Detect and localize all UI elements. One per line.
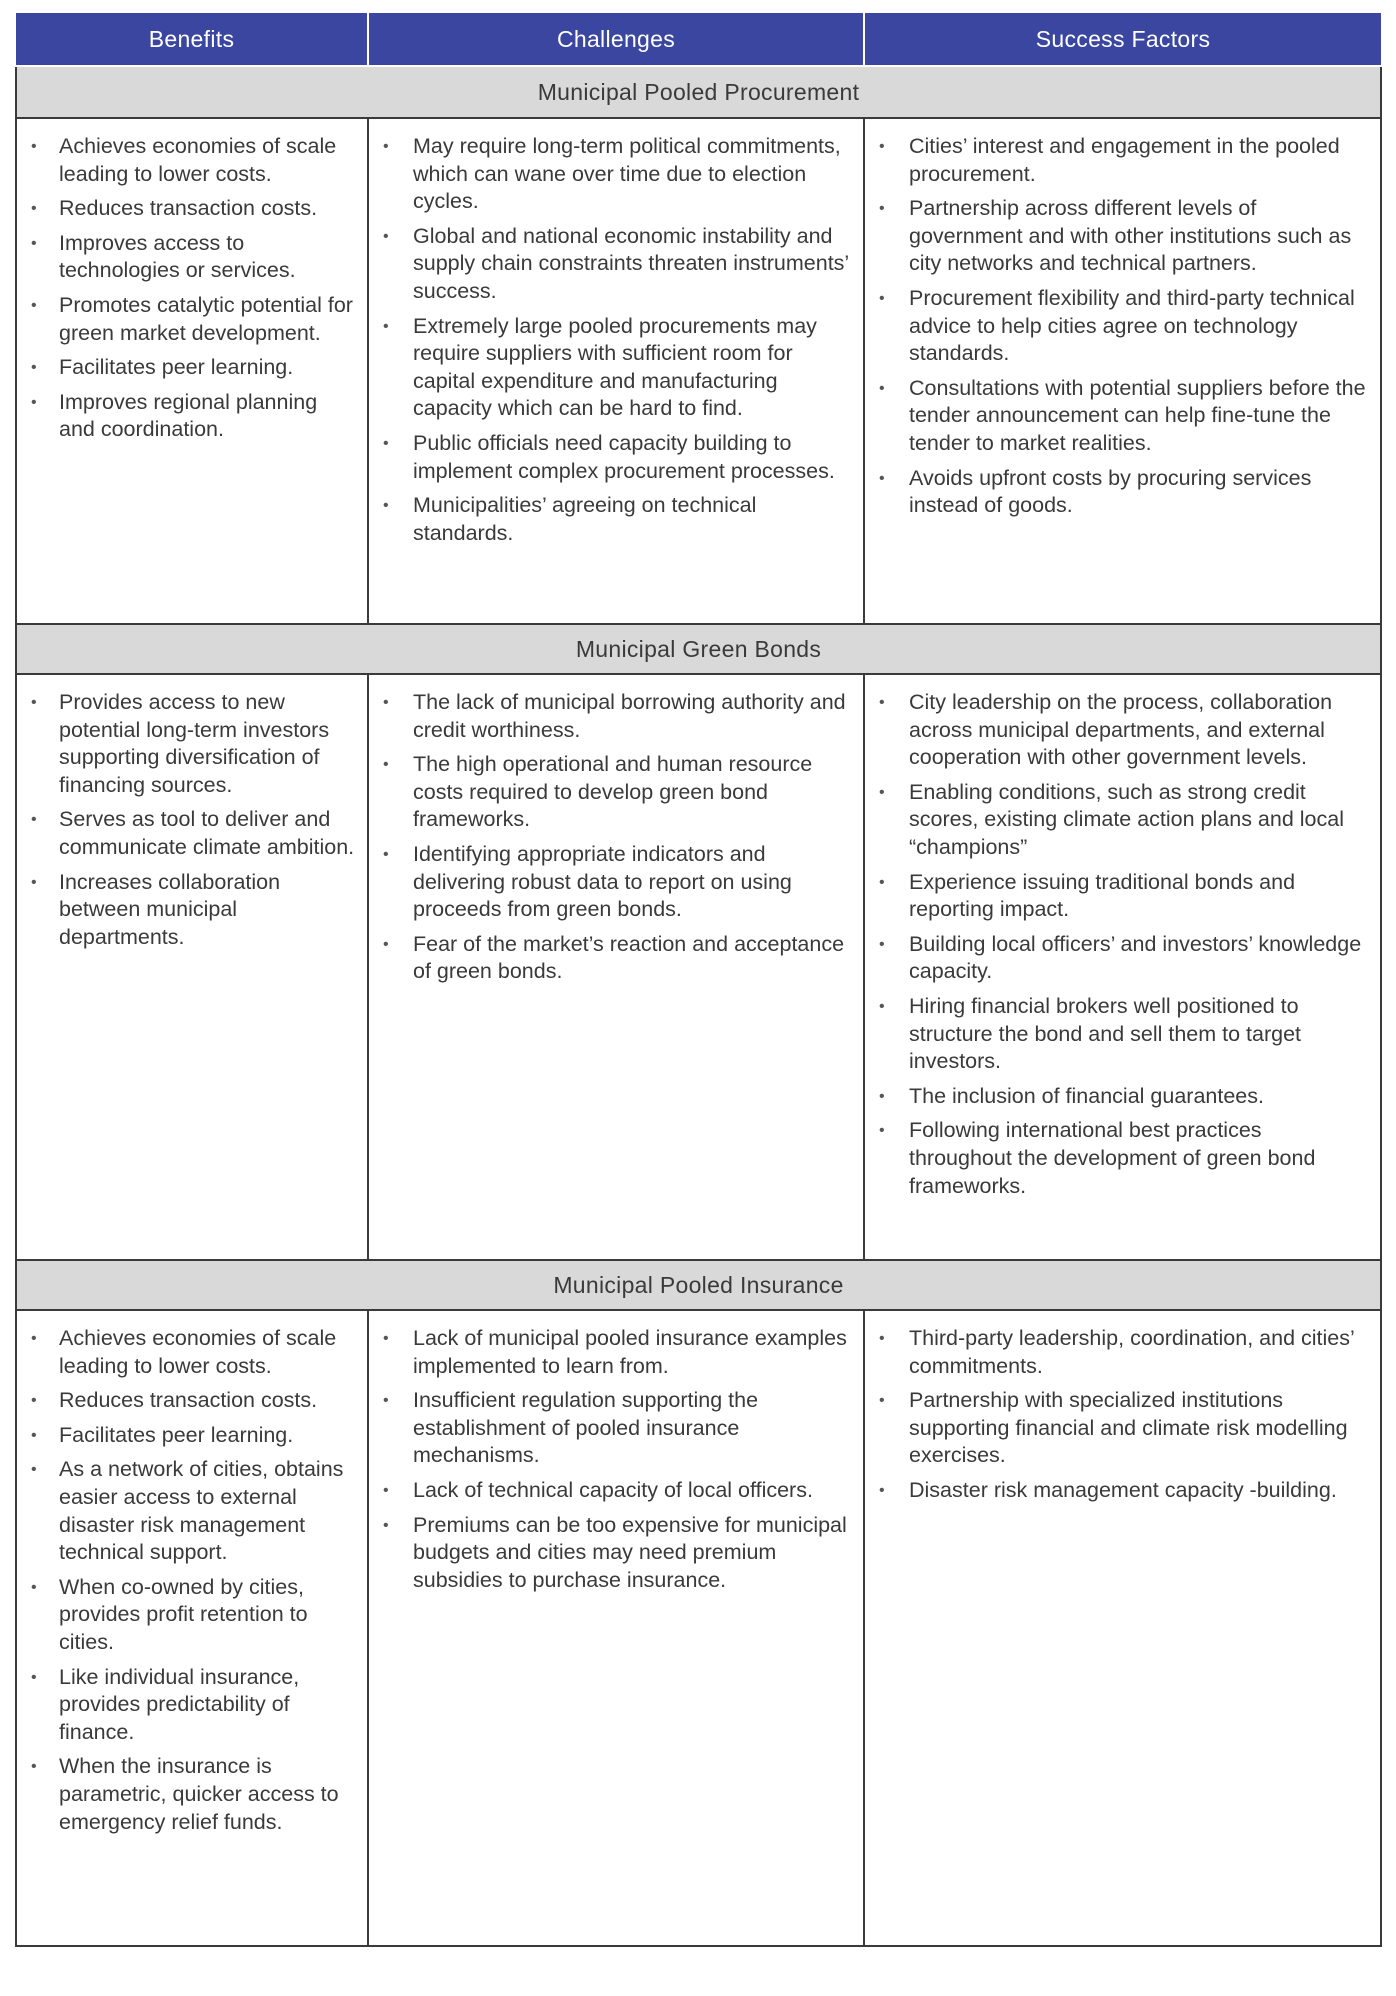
list-item: • Promotes catalytic potential for green market development.	[27, 292, 357, 347]
success-factors-cell	[864, 118, 1381, 624]
benefits-list	[27, 689, 357, 951]
list-item: • Lack of municipal pooled insurance examples implemented to learn from.	[379, 1325, 853, 1380]
list-item: • Increases collaboration between municipal departments.	[27, 869, 357, 952]
list-item: • Disaster risk management capacity -building.	[875, 1477, 1370, 1505]
list-item: • The inclusion of financial guarantees.	[875, 1083, 1370, 1111]
list-item: • Provides access to new potential long-term investors supporting diversification of financing sources.	[27, 689, 357, 799]
list-item: • Global and national economic instability and supply chain constraints threaten instruments’ success.	[379, 223, 853, 306]
list-item: • Identifying appropriate indicators and delivering robust data to report on using proceeds from green bonds.	[379, 841, 853, 924]
section-body-row	[16, 1310, 1381, 1946]
section-body-row	[16, 674, 1381, 1260]
list-item: • Building local officers’ and investors’ knowledge capacity.	[875, 931, 1370, 986]
list-item: • When co-owned by cities, provides profit retention to cities.	[27, 1574, 357, 1657]
benefits-cell	[16, 118, 368, 624]
list-item: • Facilitates peer learning.	[27, 354, 357, 382]
list-item: • Facilitates peer learning.	[27, 1422, 357, 1450]
list-item: • When the insurance is parametric, quicker access to emergency relief funds.	[27, 1753, 357, 1836]
list-item: • Following international best practices throughout the development of green bond frameworks.	[875, 1117, 1370, 1200]
list-item: • City leadership on the process, collaboration across municipal departments, and external cooperation with other government levels.	[875, 689, 1370, 772]
challenges-cell	[368, 118, 864, 624]
list-item: • Premiums can be too expensive for municipal budgets and cities may need premium subsidies to purchase insurance.	[379, 1512, 853, 1595]
list-item: • Procurement flexibility and third-party technical advice to help cities agree on technology standards.	[875, 285, 1370, 368]
list-item: • As a network of cities, obtains easier access to external disaster risk management technical support.	[27, 1456, 357, 1566]
challenges-list	[379, 689, 853, 986]
benefits-list	[27, 1325, 357, 1836]
list-item: • Insufficient regulation supporting the establishment of pooled insurance mechanisms.	[379, 1387, 853, 1470]
column-header-row	[16, 13, 1381, 66]
list-item: • Achieves economies of scale leading to lower costs.	[27, 1325, 357, 1380]
column-header-challenges: Challenges	[368, 13, 864, 66]
success-factors-cell	[864, 674, 1381, 1260]
list-item: • Partnership with specialized institutions supporting financial and climate risk modelling exercises.	[875, 1387, 1370, 1470]
challenges-list	[379, 1325, 853, 1594]
list-item: • Hiring financial brokers well positioned to structure the bond and sell them to target investors.	[875, 993, 1370, 1076]
section-title-pooled-procurement: Municipal Pooled Procurement	[16, 66, 1381, 118]
list-item: • Improves access to technologies or services.	[27, 230, 357, 285]
list-item: • Avoids upfront costs by procuring services instead of goods.	[875, 465, 1370, 520]
section-title-pooled-insurance: Municipal Pooled Insurance	[16, 1260, 1381, 1310]
list-item: • Municipalities’ agreeing on technical standards.	[379, 492, 853, 547]
success-factors-cell	[864, 1310, 1381, 1946]
success-factors-list	[875, 689, 1370, 1200]
challenges-cell	[368, 1310, 864, 1946]
list-item: • Extremely large pooled procurements may require suppliers with sufficient room for capital expenditure and manufacturing capacity which can be hard to find.	[379, 313, 853, 423]
comparison-table	[15, 13, 1382, 1947]
list-item: • Improves regional planning and coordination.	[27, 389, 357, 444]
list-item: • Third-party leadership, coordination, and cities’ commitments.	[875, 1325, 1370, 1380]
benefits-cell	[16, 674, 368, 1260]
section-title-green-bonds: Municipal Green Bonds	[16, 624, 1381, 674]
success-factors-list	[875, 1325, 1370, 1505]
list-item: • Partnership across different levels of government and with other institutions such as city networks and technical partners.	[875, 195, 1370, 278]
list-item: • Like individual insurance, provides predictability of finance.	[27, 1664, 357, 1747]
section-header-row	[16, 66, 1381, 118]
section-body-row	[16, 118, 1381, 624]
column-header-success-factors: Success Factors	[864, 13, 1381, 66]
list-item: • Fear of the market’s reaction and acceptance of green bonds.	[379, 931, 853, 986]
list-item: • Experience issuing traditional bonds and reporting impact.	[875, 869, 1370, 924]
challenges-cell	[368, 674, 864, 1260]
benefits-cell	[16, 1310, 368, 1946]
list-item: • The high operational and human resource costs required to develop green bond frameworks.	[379, 751, 853, 834]
benefits-list	[27, 133, 357, 444]
list-item: • Serves as tool to deliver and communicate climate ambition.	[27, 806, 357, 861]
section-header-row	[16, 624, 1381, 674]
list-item: • Achieves economies of scale leading to lower costs.	[27, 133, 357, 188]
challenges-list	[379, 133, 853, 547]
list-item: • Public officials need capacity building to implement complex procurement processes.	[379, 430, 853, 485]
success-factors-list	[875, 133, 1370, 520]
column-header-benefits: Benefits	[16, 13, 368, 66]
list-item: • The lack of municipal borrowing authority and credit worthiness.	[379, 689, 853, 744]
list-item: • Reduces transaction costs.	[27, 1387, 357, 1415]
list-item: • May require long-term political commitments, which can wane over time due to election cycles.	[379, 133, 853, 216]
list-item: • Lack of technical capacity of local officers.	[379, 1477, 853, 1505]
comparison-table-container	[15, 13, 1380, 1947]
section-header-row	[16, 1260, 1381, 1310]
list-item: • Cities’ interest and engagement in the pooled procurement.	[875, 133, 1370, 188]
list-item: • Enabling conditions, such as strong credit scores, existing climate action plans and local “champions”	[875, 779, 1370, 862]
list-item: • Consultations with potential suppliers before the tender announcement can help fine-tune the tender to market realities.	[875, 375, 1370, 458]
list-item: • Reduces transaction costs.	[27, 195, 357, 223]
